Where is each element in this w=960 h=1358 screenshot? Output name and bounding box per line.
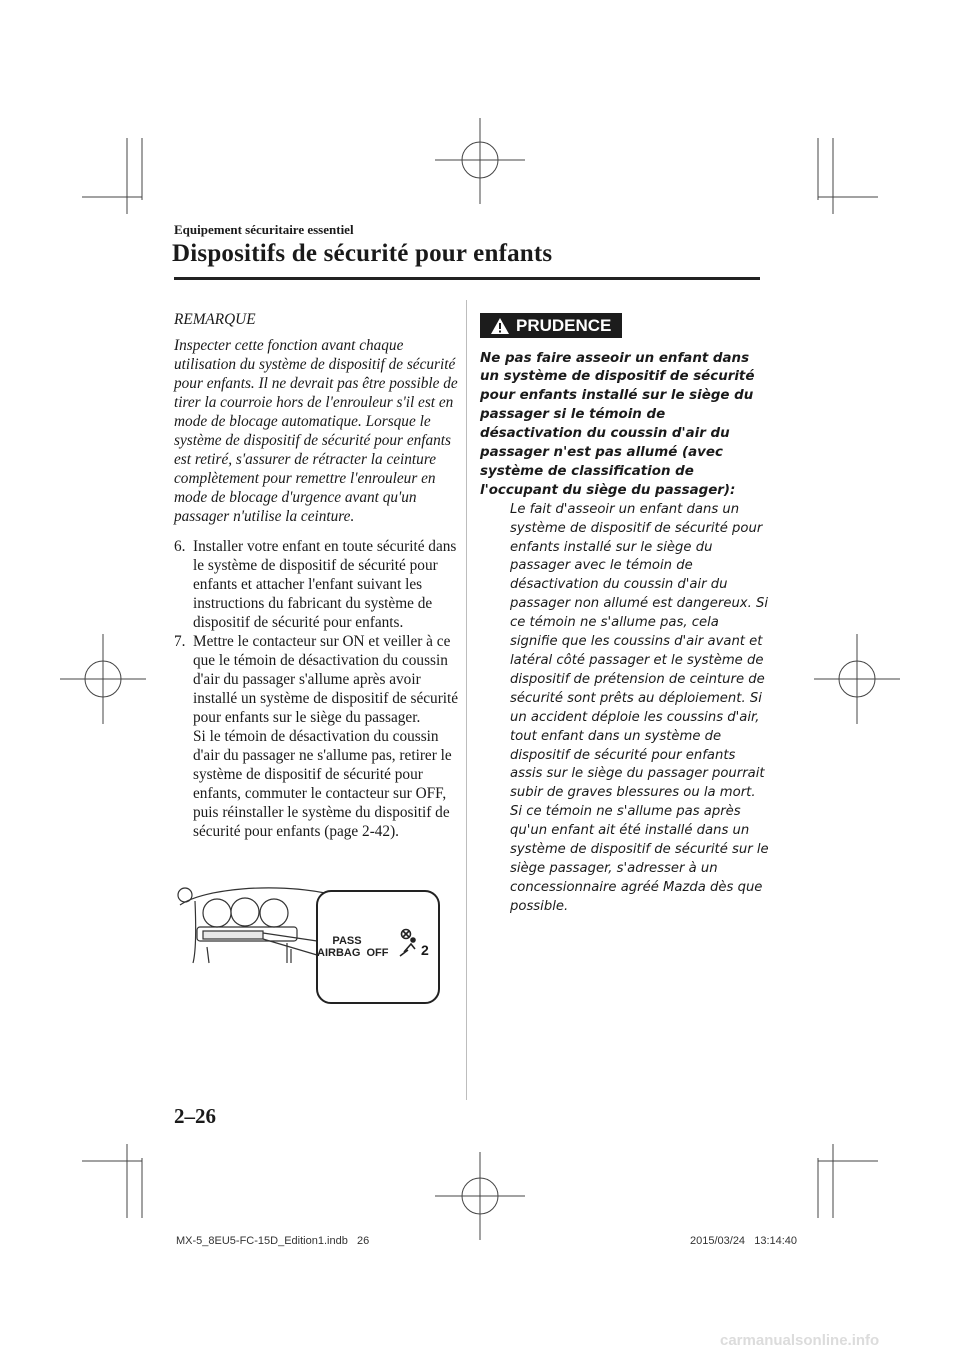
step-number: 6. (174, 538, 186, 555)
seat-number: 2 (421, 942, 429, 958)
caution-badge-label: PRUDENCE (516, 315, 612, 335)
step-text-continued: Si le témoin de désactivation du coussin d'air du passager ne s'allume pas, retirer le système de dispositif de sécurité pour enfants, commuter le contacteur sur OFF, puis réinstaller le système du dispositif de sécurité pour enfants (page 2-42). (193, 728, 452, 840)
header-rule (174, 277, 760, 280)
caution-body: Le fait d'asseoir un enfant dans un système de dispositif de sécurité pour enfants installé sur le siège du passager avec le témoin de désactivation du coussin d'air du passager non allumé est dangereux. Si ce témoin ne s'allume pas, cela signifie que les coussins d'air avant et latéral côté passager et le système de dispositif de prétension de ceinture de sécurité sont prêts au déploiement. Si un accident déploie les coussins d'air, tout enfant dans un système de dispositif de sécurité pour enfants assis sur le siège du passager pourrait subir de graves blessures ou la mort. Si ce témoin ne s'allume pas après qu'un enfant ait été installé dans un système de dispositif de sécurité sur le siège passager, s'adresser à un concessionnaire agréé Mazda dès que possible. (510, 501, 769, 914)
page-title: Dispositifs de sécurité pour enfants (172, 240, 553, 267)
step-7 (174, 632, 462, 841)
left-column (174, 310, 462, 841)
caution-heading: Ne pas faire asseoir un enfant dans un système de dispositif de sécurité pour enfants installé sur le siège du passager si le témoin de désactivation du coussin d'air du passager n'est pas allumé (avec système de classification de l'occupant du siège du passager): (480, 350, 755, 498)
step-text: Mettre le contacteur sur ON et veiller à ce que le témoin de désactivation du coussin d'air du passager s'allume après avoir installé un système de dispositif de sécurité pour enfants sur le siège du passager. (193, 633, 459, 726)
step-number: 7. (174, 633, 186, 650)
step-6 (174, 537, 462, 632)
airbag-label-line1: PASS (332, 935, 362, 947)
airbag-label-line2: AIRBAG OFF (317, 947, 389, 959)
page-number: 2–26 (174, 1104, 216, 1128)
note-title: REMARQUE (174, 311, 256, 328)
airbag-off-label (317, 935, 389, 959)
caution-badge (480, 313, 622, 338)
caution-block (480, 313, 769, 917)
watermark: carmanualsonline.info (720, 1332, 880, 1349)
section-label: Equipement sécuritaire essentiel (174, 222, 354, 237)
footer-timestamp: 2015/03/24 13:14:40 (690, 1235, 798, 1247)
footer-file-info: MX-5_8EU5-FC-15D_Edition1.indb 26 (176, 1235, 370, 1247)
step-text: Installer votre enfant en toute sécurité dans le système de dispositif de sécurité pour enfants et attacher l'enfant suivant les instructions du fabricant du système de dispositif de sécurité pour enfants. (193, 538, 457, 631)
column-divider (466, 300, 467, 1100)
warning-triangle-icon (490, 317, 510, 335)
note-text: Inspecter cette fonction avant chaque utilisation du système de dispositif de sécurité pour enfants. Il ne devrait pas être possible de tirer la courroie hors de l'enrouleur s'il est en mode de blocage automatique. Lorsque le système de dispositif de sécurité pour enfants est retiré, s'assurer de rétracter la ceinture complètement pour remettre l'enrouleur en mode de blocage d'urgence avant qu'un passager n'utilise la ceinture. (174, 337, 458, 525)
